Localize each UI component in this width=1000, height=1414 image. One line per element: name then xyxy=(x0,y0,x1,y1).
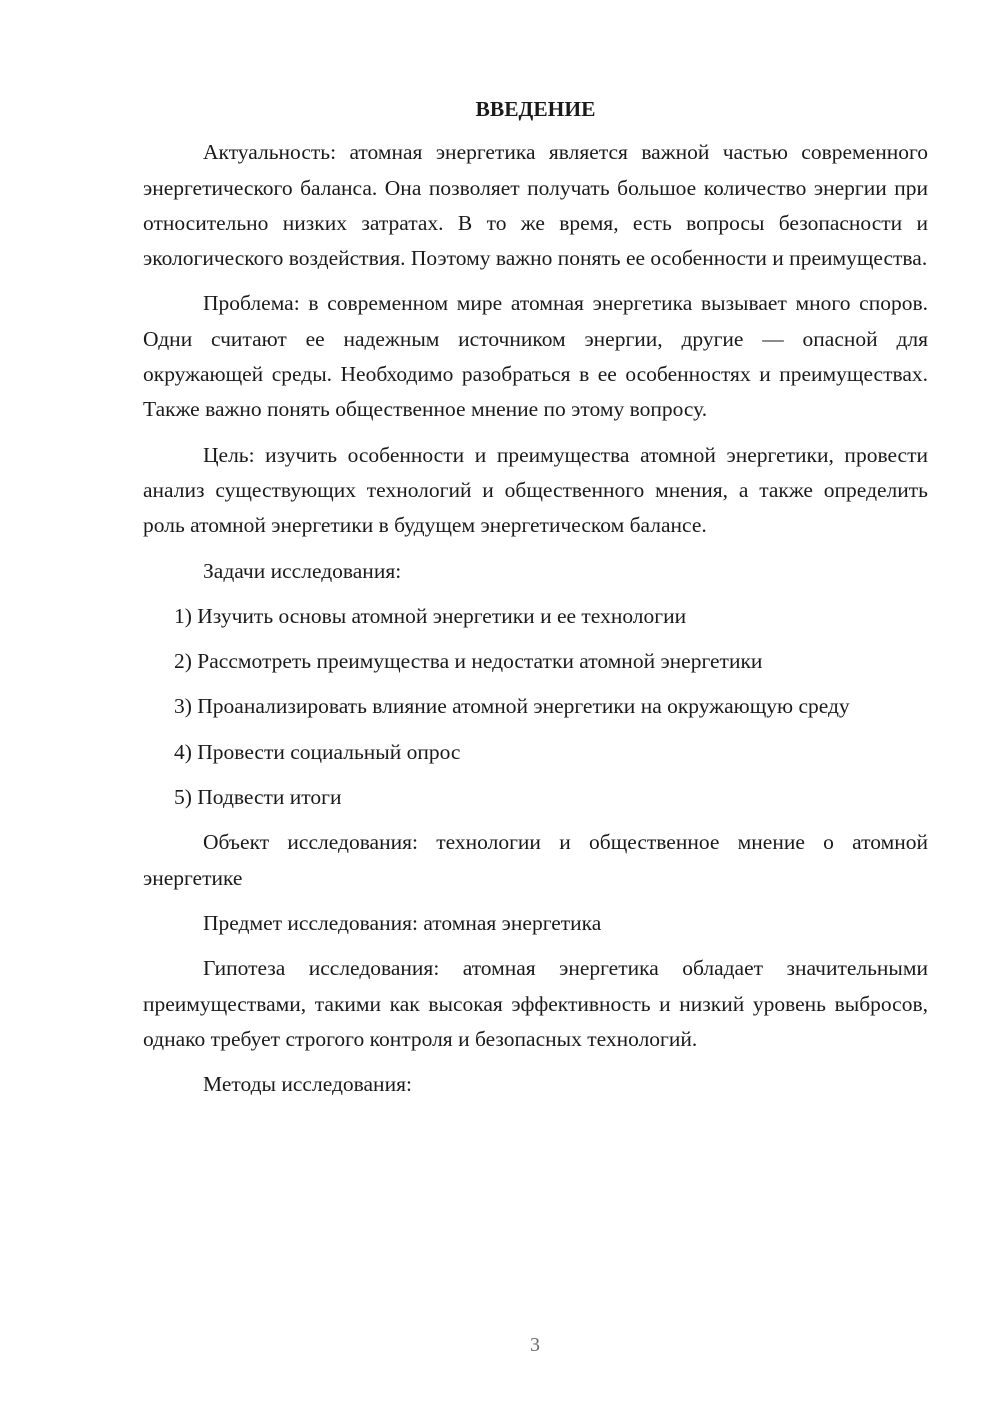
paragraph-tasks-title: Задачи исследования: xyxy=(203,558,402,583)
paragraph-subject: Предмет исследования: атомная энергетика xyxy=(203,910,602,935)
paragraph-hypothesis: Гипотеза исследования: атомная энергетика обладает значительными преимуществами, такими как высокая эффективность и низкий уровень выбросов, однако требует строгого контроля и безопасных технологий. xyxy=(143,956,928,1051)
paragraph-goal: Цель: изучить особенности и преимущества атомной энергетики, провести анализ существующих технологий и общественного мнения, а также определить роль атомной энергетики в будущем энергетическом балансе. xyxy=(143,442,928,538)
task-item-3: 3) Проанализировать влияние атомной энергетики на окружающую среду xyxy=(174,694,850,719)
task-item-4: 4) Провести социальный опрос xyxy=(174,739,461,764)
paragraph-methods: Методы исследования: xyxy=(203,1072,412,1097)
task-item-1: 1) Изучить основы атомной энергетики и ее технологии xyxy=(174,603,687,628)
page-body xyxy=(143,92,928,1112)
task-item-2: 2) Рассмотреть преимущества и недостатки атомной энергетики xyxy=(174,649,763,674)
section-heading: ВВЕДЕНИЕ xyxy=(475,97,596,121)
task-item-5: 5) Подвести итоги xyxy=(174,785,342,810)
paragraph-relevance: Актуальность: атомная энергетика является важной частью современного энергетического баланса. Она позволяет получать большое количество энергии при относительно низких затратах. В то же время, есть вопросы безопасности и экологического воздействия. Поэтому важно понять ее особенности и преимущества. xyxy=(143,140,928,271)
page-number: 3 xyxy=(530,1334,540,1356)
paragraph-object: Объект исследования: технологии и общественное мнение о атомной энергетике xyxy=(143,830,928,890)
paragraph-problem: Проблема: в современном мире атомная энергетика вызывает много споров. Одни считают ее надежным источником энергии, другие — опасной для окружающей среды. Необходимо разобраться в ее особенностях и преимуществах. Также важно понять общественное мнение по этому вопросу. xyxy=(143,291,928,422)
